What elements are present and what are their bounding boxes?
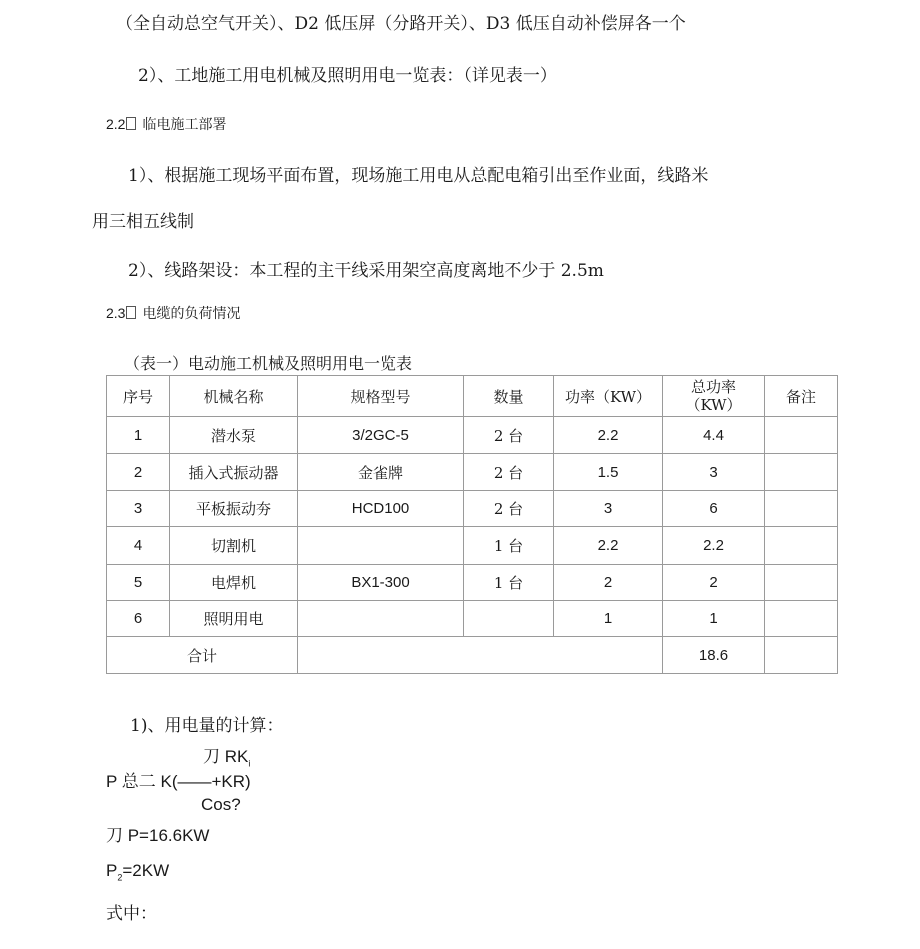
numerator-sub: i: [248, 758, 251, 769]
cell-name: 照明用电: [170, 601, 298, 637]
table-row: [107, 527, 838, 565]
cell-no: 5: [107, 565, 170, 601]
cell-note: [765, 527, 838, 565]
cell-qty: 2 台: [464, 491, 554, 527]
cell-name: 平板振动夯: [170, 491, 298, 527]
placeholder-box-icon: [126, 306, 136, 319]
cell-note: [765, 491, 838, 527]
cell-note: [765, 601, 838, 637]
section-number: 2.3: [106, 305, 126, 321]
cell-note: [765, 565, 838, 601]
paragraph-line-1: （全自动总空气开关）、D2 低压屏（分路开关）、D3 低压自动补偿屏各一个: [116, 14, 686, 34]
cell-name: 电焊机: [170, 565, 298, 601]
header-total-line2: （KW）: [685, 396, 742, 414]
equipment-power-table: [106, 375, 838, 674]
p2-pre: P: [106, 861, 118, 880]
numerator-main: 刀 RK: [203, 747, 249, 766]
paragraph-1-line-2: 用三相五线制: [92, 212, 194, 232]
cell-model: HCD100: [298, 491, 464, 527]
table-row: [107, 565, 838, 601]
paragraph-1-line-1: 1）、根据施工现场平面布置，现场施工用电从总配电箱引出至作业面，线路米: [128, 166, 709, 186]
cell-power: 3: [554, 491, 663, 527]
header-model: 规格型号: [298, 376, 464, 417]
cell-qty: 1 台: [464, 527, 554, 565]
cell-qty: 2 台: [464, 417, 554, 454]
cell-model: [298, 601, 464, 637]
cell-note: [765, 454, 838, 491]
formula-numerator: [203, 747, 250, 773]
header-name: 机械名称: [170, 376, 298, 417]
cell-no: 3: [107, 491, 170, 527]
cell-model: [298, 527, 464, 565]
table-row: [107, 491, 838, 527]
section-heading-2-2: [106, 114, 226, 135]
cell-total: 1: [663, 601, 765, 637]
list-item-2: 2）、工地施工用电机械及照明用电一览表：（详见表一）: [138, 66, 557, 86]
section-heading-2-3: [106, 303, 240, 324]
table-sum-row: [107, 637, 838, 674]
cell-no: 1: [107, 417, 170, 454]
cell-model: BX1-300: [298, 565, 464, 601]
table-row: [107, 417, 838, 454]
header-qty: 数量: [464, 376, 554, 417]
formula-denominator: Cos?: [201, 795, 241, 814]
cell-total: 3: [663, 454, 765, 491]
cell-model: 3/2GC-5: [298, 417, 464, 454]
cell-power: 2: [554, 565, 663, 601]
cell-no: 4: [107, 527, 170, 565]
cell-power: 1.5: [554, 454, 663, 491]
cell-qty: [464, 601, 554, 637]
calc-p2: [106, 861, 169, 887]
cell-qty: 2 台: [464, 454, 554, 491]
placeholder-box-icon: [126, 117, 136, 130]
sum-label: 合计: [107, 637, 298, 674]
cell-power: 2.2: [554, 527, 663, 565]
sum-note: [765, 637, 838, 674]
cell-total: 6: [663, 491, 765, 527]
table-row: [107, 454, 838, 491]
sum-empty: [298, 637, 663, 674]
table-header-row: [107, 376, 838, 417]
cell-note: [765, 417, 838, 454]
cell-total: 2.2: [663, 527, 765, 565]
cell-name: 切割机: [170, 527, 298, 565]
sum-total: 18.6: [663, 637, 765, 674]
section-title: 临电施工部署: [142, 117, 227, 133]
header-total-line1: 总功率: [690, 378, 736, 396]
section-number: 2.2: [106, 116, 126, 132]
where-label: 式中：: [106, 904, 157, 924]
paragraph-2: 2）、线路架设：本工程的主干线采用架空高度离地不少于 2.5m: [128, 261, 604, 281]
cell-total: 4.4: [663, 417, 765, 454]
cell-no: 2: [107, 454, 170, 491]
p2-sub: 2: [117, 872, 123, 883]
header-total: [663, 376, 765, 417]
cell-qty: 1 台: [464, 565, 554, 601]
calc-title: 1)、用电量的计算：: [130, 716, 284, 736]
cell-name: 插入式振动器: [170, 454, 298, 491]
cell-model: 金雀牌: [298, 454, 464, 491]
cell-total: 2: [663, 565, 765, 601]
header-power: 功率（KW）: [554, 376, 663, 417]
header-no: 序号: [107, 376, 170, 417]
cell-power: 1: [554, 601, 663, 637]
p2-post: =2KW: [122, 861, 170, 880]
cell-no: 6: [107, 601, 170, 637]
section-title: 电缆的负荷情况: [142, 306, 241, 322]
header-note: 备注: [765, 376, 838, 417]
cell-power: 2.2: [554, 417, 663, 454]
cell-name: 潜水泵: [170, 417, 298, 454]
calc-p1: 刀 P=16.6KW: [106, 826, 210, 845]
formula-main: P 总二 K(——+KR): [106, 772, 251, 791]
table-row: [107, 601, 838, 637]
table-caption: （表一）电动施工机械及照明用电一览表: [124, 354, 413, 373]
